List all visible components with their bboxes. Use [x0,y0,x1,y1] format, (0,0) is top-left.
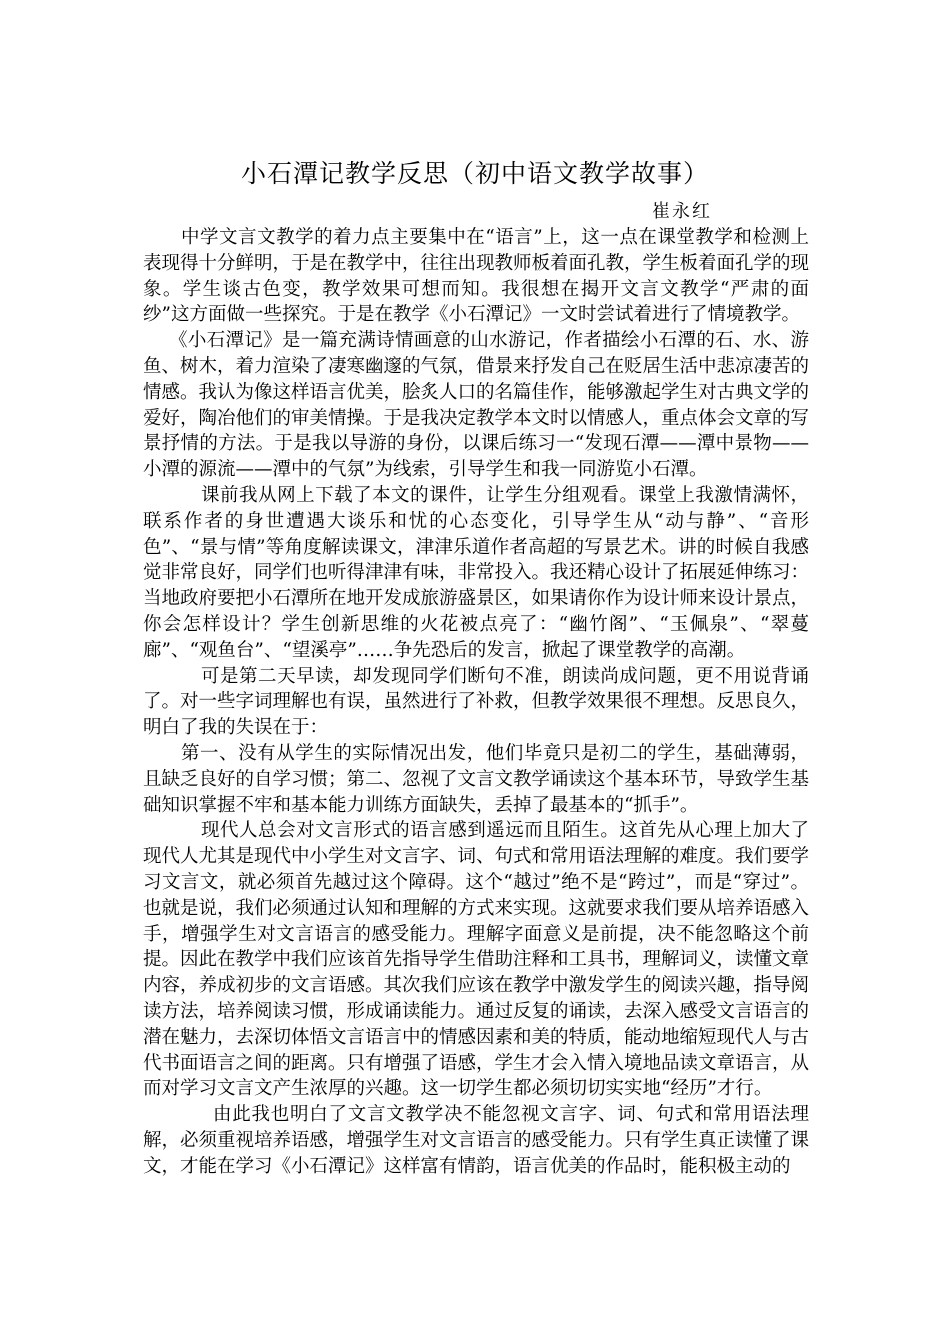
paragraph-2: 《小石潭记》是一篇充满诗情画意的山水游记，作者描绘小石潭的石、水、游鱼、树木，着力渲染了凄寒幽邃的气氛，借景来抒发自己在贬居生活中悲凉凄苦的情感。我认为像这样语言优美，脍炙人口的名篇佳作，能够激起学生对古典文学的爱好，陶冶他们的审美情操。于是我决定教学本文时以情感人，重点体会文章的写景抒情的方法。于是我以导游的身份，以课后练习一“发现石潭——潭中景物——小潭的源流——潭中的气氛”为线索，引导学生和我一同游览小石潭。 [143,330,810,481]
document-body [143,225,809,1179]
author-name: 崔永红 [652,201,712,222]
paragraph-4: 可是第二天早读，却发现同学们断句不准，朗读尚成问题，更不用说背诵了。对一些字词理解也有误，虽然进行了补救，但教学效果很不理想。反思良久，明白了我的失误在于： [143,665,810,739]
document-title: 小石潭记教学反思（初中语文教学故事） [240,159,709,188]
paragraph-6: 现代人总会对文言形式的语言感到遥远而且陌生。这首先从心理上加大了现代人尤其是现代中小学生对文言字、词、句式和常用语法理解的难度。我们要学习文言文，就必须首先越过这个障碍。这个“越过”绝不是“跨过”，而是“穿过”。也就是说，我们必须通过认知和理解的方式来实现。这就要求我们要从培养语感入手，增强学生对文言语言的感受能力。理解字面意义是前提，决不能忽略这个前提。因此在教学中我们应该首先指导学生借助注释和工具书，理解词义，读懂文章内容，养成初步的文言语感。其次我们应该在教学中激发学生的阅读兴趣，指导阅读方法，培养阅读习惯，形成诵读能力。通过反复的诵读，去深入感受文言语言的潜在魅力，去深切体悟文言语言中的情感因素和美的特质，能动地缩短现代人与古代书面语言之间的距离。只有增强了语感，学生才会入情入境地品读文章语言，从而对学习文言文产生浓厚的兴趣。这一切学生都必须切切实实地“经历”才行。 [143,820,810,1100]
paragraph-5: 第一、没有从学生的实际情况出发，他们毕竟只是初二的学生，基础薄弱，且缺乏良好的自学习惯；第二、忽视了文言文教学诵读这个基本环节，导致学生基础知识掌握不牢和基本能力训练方面缺失，丢掉了最基本的“抓手”。 [143,742,810,816]
paragraph-7: 由此我也明白了文言文教学决不能忽视文言字、词、句式和常用语法理解，必须重视培养语感，增强学生对文言语言的感受能力。只有学生真正读懂了课文，才能在学习《小石潭记》这样富有情韵，语言优美的作品时，能积极主动的 [143,1104,810,1177]
paragraph-3: 课前我从网上下载了本文的课件，让学生分组观看。课堂上我激情满怀，联系作者的身世遭遇大谈乐和忧的心态变化，引导学生从“动与静”、“音形色”、“景与情”等角度解读课文，津津乐道作者高超的写景艺术。讲的时候自我感觉非常良好，同学们也听得津津有味，非常投入。我还精心设计了拓展延伸练习：当地政府要把小石潭所在地开发成旅游盛景区，如果请你作为设计师来设计景点，你会怎样设计？学生创新思维的火花被点亮了：“幽竹阁”、“玉佩泉”、“翠蔓廊”、“观鱼台”、“望溪亭”……争先恐后的发言，掀起了课堂教学的高潮。 [143,484,810,661]
paragraph-1: 中学文言文教学的着力点主要集中在“语言”上，这一点在课堂教学和检测上表现得十分鲜明，于是在教学中，往往出现教师板着面孔教，学生板着面孔学的现象。学生谈古色变，教学效果可想而知。我很想在揭开文言文教学“严肃的面纱”这方面做一些探究。于是在教学《小石潭记》一文时尝试着进行了情境教学。 [143,227,810,326]
